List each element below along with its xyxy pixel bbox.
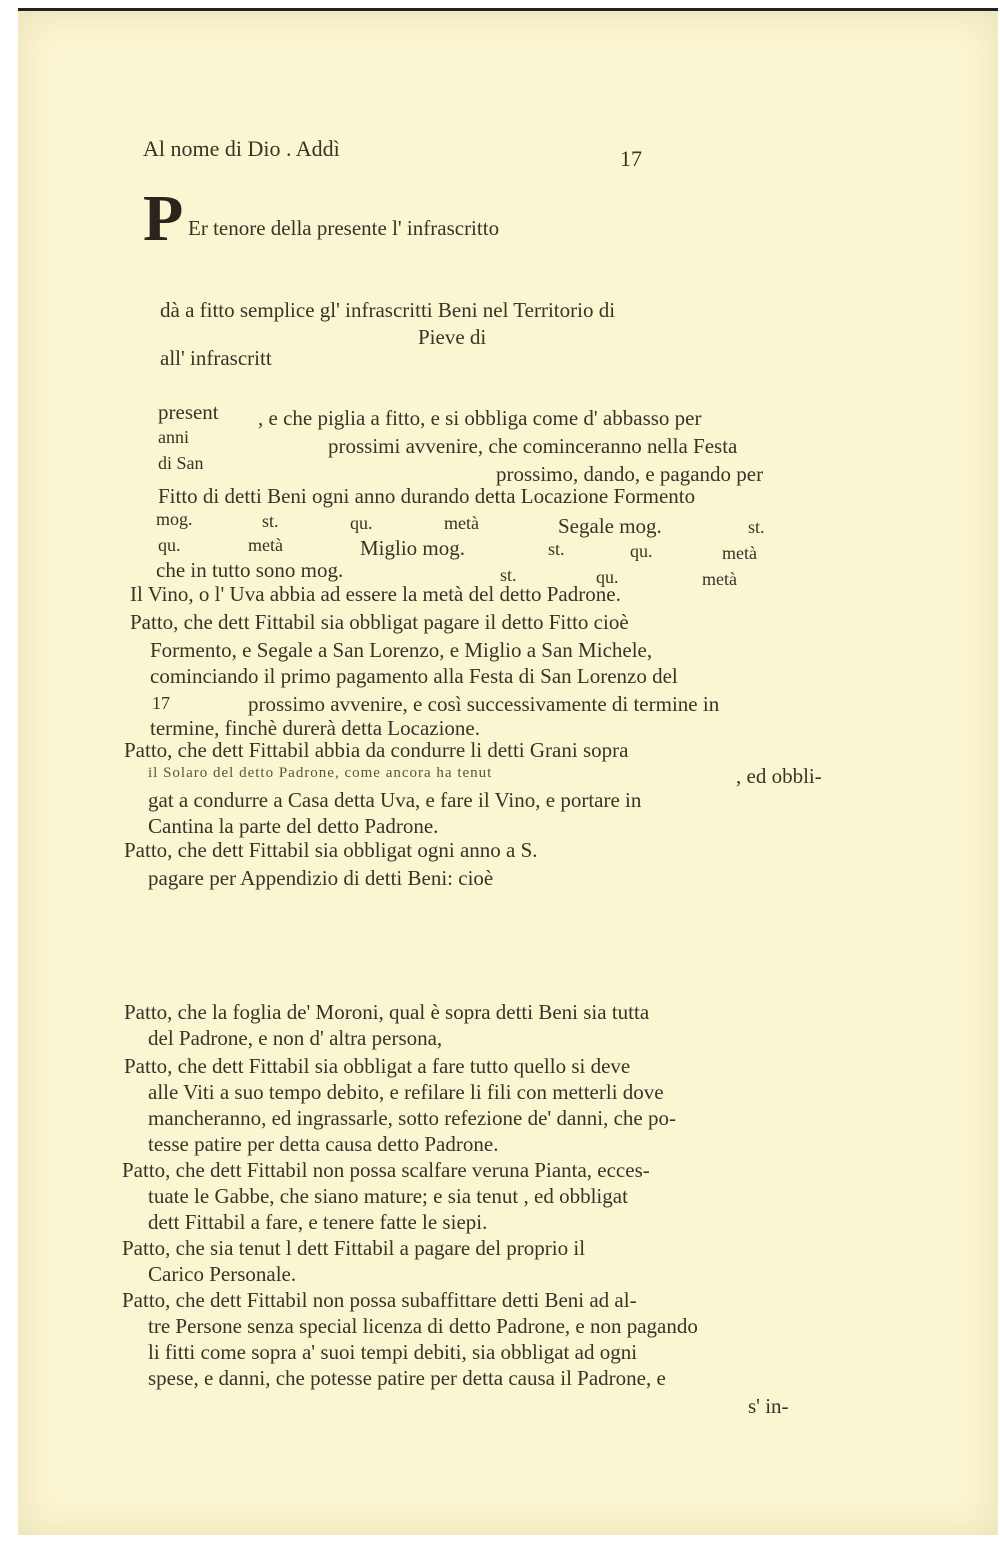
body-line: spese, e danni, che potesse patire per detta causa il Padrone, e <box>148 1366 666 1390</box>
body-line: st. <box>548 539 565 559</box>
intro-line-3: Pieve di <box>418 325 487 349</box>
body-line: cominciando il primo pagamento alla Festa di San Lorenzo del <box>150 664 678 688</box>
body-line: qu. <box>350 513 373 533</box>
invocation-heading: Al nome di Dio . Addì <box>143 136 340 161</box>
body-line: 17 <box>152 693 170 713</box>
intro-line-1: Er tenore della presente l' infrascritto <box>188 216 500 240</box>
body-line: del Padrone, e non d' altra persona, <box>148 1026 443 1050</box>
body-line: Patto, che dett Fittabil abbia da condurre li detti Grani sopra <box>124 738 629 762</box>
body-line: prossimi avvenire, che cominceranno nella Festa <box>328 434 738 458</box>
body-line: Miglio mog. <box>360 536 466 560</box>
body-line: Formento, e Segale a San Lorenzo, e Miglio a San Michele, <box>150 638 653 662</box>
body-line: metà <box>444 513 479 533</box>
body-line: mancheranno, ed ingrassarle, sotto refezione de' danni, che po- <box>148 1106 676 1130</box>
body-line: li fitti come sopra a' suoi tempi debiti, sia obbligat ad ogni <box>148 1340 638 1364</box>
body-line: st. <box>262 511 279 531</box>
body-line: , ed obbli- <box>736 764 822 788</box>
body-line: Patto, che dett Fittabil sia obbligat pagare il detto Fitto cioè <box>130 610 629 634</box>
body-line: Patto, che sia tenut l dett Fittabil a pagare del proprio il <box>122 1236 586 1260</box>
body-line: Patto, che dett Fittabil non possa subaffittare detti Beni ad al- <box>122 1288 637 1312</box>
body-line: metà <box>722 543 757 563</box>
body-line: Patto, che dett Fittabil sia obbligat ogni anno a S. <box>124 838 538 862</box>
body-line: che in tutto sono mog. <box>156 558 344 582</box>
body-line: qu. <box>596 567 619 587</box>
body-line: Carico Personale. <box>148 1262 297 1286</box>
body-line: pagare per Appendizio di detti Beni: cioè <box>148 866 494 890</box>
body-line: prossimo, dando, e pagando per <box>496 462 764 486</box>
body-line: Cantina la parte del detto Padrone. <box>148 814 439 838</box>
body-line: qu. <box>630 541 653 561</box>
page-number: 17 <box>620 146 642 171</box>
body-line: st. <box>748 517 765 537</box>
body-line: gat a condurre a Casa detta Uva, e fare il Vino, e portare in <box>148 788 642 812</box>
body-line: alle Viti a suo tempo debito, e refilare li fili con metterli dove <box>148 1080 664 1104</box>
body-line: , e che piglia a fitto, e si obbliga come d' abbasso per <box>258 406 702 430</box>
intro-line-2: dà a fitto semplice gl' infrascritti Beni nel Territorio di <box>160 298 616 322</box>
body-line: di San <box>158 453 204 473</box>
body-line: Patto, che la foglia de' Moroni, qual è sopra detti Beni sia tutta <box>124 1000 650 1024</box>
drop-cap: P <box>143 182 184 255</box>
catchword: s' in- <box>748 1394 789 1418</box>
body-line: tesse patire per detta causa detto Padrone. <box>148 1132 499 1156</box>
body-line: anni <box>158 427 189 447</box>
body-line: st. <box>500 565 517 585</box>
body-line: Fitto di detti Beni ogni anno durando detta Locazione Formento <box>158 484 696 508</box>
body-line: mog. <box>156 509 193 529</box>
body-line: metà <box>248 535 283 555</box>
body-line: Patto, che dett Fittabil sia obbligat a fare tutto quello si deve <box>124 1054 631 1078</box>
body-line: prossimo avvenire, e così successivamente di termine in <box>248 692 720 716</box>
body-line: present <box>158 400 219 424</box>
body-line: Segale mog. <box>558 514 662 538</box>
body-line: Patto, che dett Fittabil non possa scalfare veruna Pianta, ecces- <box>122 1158 650 1182</box>
body-line: tre Persone senza special licenza di detto Padrone, e non pagando <box>148 1314 698 1338</box>
body-line: dett Fittabil a fare, e tenere fatte le siepi. <box>148 1210 488 1234</box>
body-line: Il Vino, o l' Uva abbia ad essere la metà del detto Padrone. <box>130 582 621 606</box>
intro-line-4: all' infrascritt <box>160 346 272 370</box>
body-line: qu. <box>158 535 181 555</box>
body-line: metà <box>702 569 737 589</box>
body-line: tuate le Gabbe, che siano mature; e sia tenut , ed obbligat <box>148 1184 628 1208</box>
body-line: termine, finchè durerà detta Locazione. <box>150 716 480 740</box>
body-line: il Solaro del detto Padrone, come ancora ha tenut <box>148 765 493 781</box>
